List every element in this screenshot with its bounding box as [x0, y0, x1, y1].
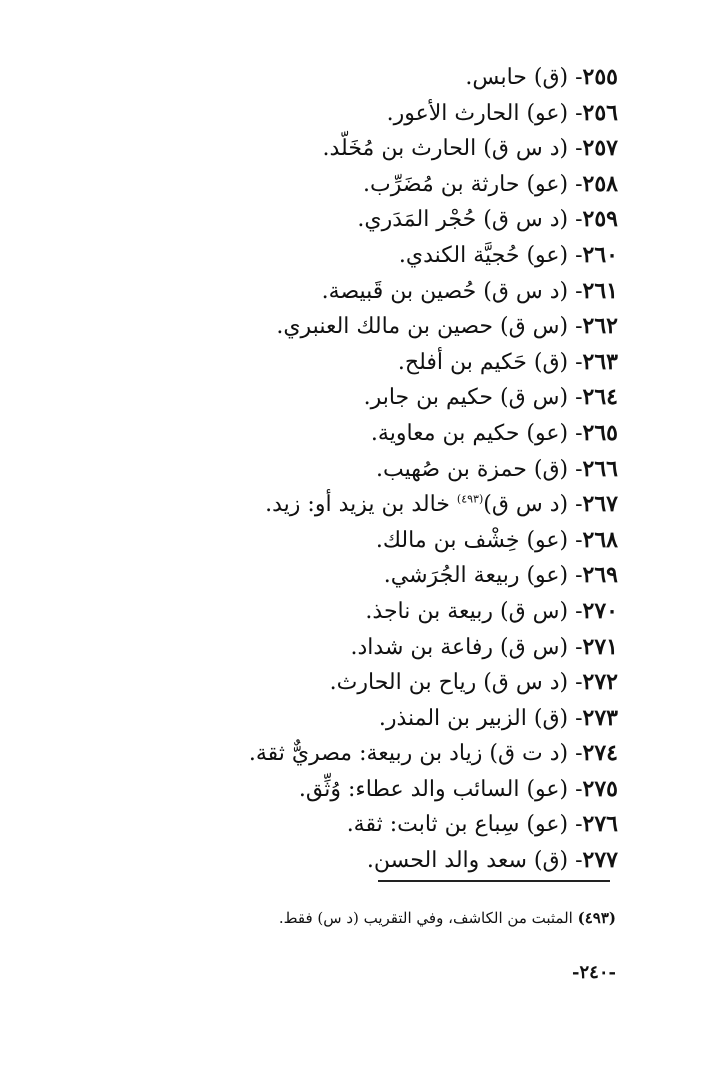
list-item: ٢٥٦- (عو) الحارث الأعور. — [386, 99, 618, 126]
entry-number: ٢٦٤ — [582, 384, 618, 411]
list-item: ٢٥٥- (ق) حابس. — [465, 64, 618, 90]
entry-number: ٢٧٧ — [582, 847, 618, 874]
entry-text: (ق) سعد والد الحسن. — [366, 848, 569, 874]
entry-number: ٢٥٨ — [582, 170, 618, 197]
narrator-list — [138, 60, 618, 879]
entry-number: ٢٦١ — [582, 277, 618, 304]
entry-number: ٢٧٤ — [582, 740, 618, 767]
entry-number: ٢٧٥ — [582, 775, 618, 802]
entry-text: (ق) حمزة بن صُهيب. — [375, 456, 569, 482]
entry-number: ٢٦٨ — [582, 526, 618, 553]
entry-text: (عو) الحارث الأعور. — [386, 100, 569, 126]
entry-number: ٢٦٦ — [582, 455, 618, 482]
list-item: ٢٦٩- (عو) ربيعة الجُرَشي. — [383, 562, 618, 589]
list-item: ٢٥٨- (عو) حارثة بن مُضَرِّب. — [363, 170, 618, 197]
entry-number: ٢٥٦ — [582, 99, 618, 126]
list-item: ٢٧٥- (عو) السائب والد عطاء: وُثِّق. — [298, 775, 618, 802]
list-item: ٢٧٢- (د س ق) رياح بن الحارث. — [329, 669, 618, 696]
entry-number: ٢٥٧ — [582, 135, 618, 162]
entry-number: ٢٧٣ — [582, 704, 618, 731]
footnote-text: المثبت من الكاشف، وفي التقريب (د س) فقط. — [278, 909, 573, 927]
entry-text: (عو) خِشْف بن مالك. — [375, 527, 569, 553]
list-item: ٢٦٦- (ق) حمزة بن صُهيب. — [375, 455, 618, 482]
list-item: ٢٥٧- (د س ق) الحارث بن مُخَلّد. — [322, 135, 618, 162]
entry-text: (س ق) رفاعة بن شداد. — [350, 634, 569, 660]
entry-text: (د ت ق) زياد بن ربيعة: مصريٌّ ثقة. — [248, 741, 569, 767]
entry-number: ٢٦٥ — [582, 419, 618, 446]
entry-text: (س ق) حكيم بن جابر. — [363, 385, 569, 411]
list-item: ٢٦٣- (ق) حَكيم بن أفلح. — [397, 348, 618, 375]
list-item: ٢٥٩- (د س ق) حُجْر المَدَري. — [357, 206, 618, 233]
entry-text: (عو) السائب والد عطاء: وُثِّق. — [298, 776, 569, 802]
entry-number: ٢٦٧ — [582, 491, 618, 518]
footnote — [136, 906, 616, 930]
entry-number: ٢٦٠ — [582, 241, 618, 268]
entry-number: ٢٦٩ — [582, 562, 618, 589]
entry-text: (عو) ربيعة الجُرَشي. — [383, 563, 569, 589]
entry-text: (عو) حكيم بن معاوية. — [370, 420, 569, 446]
list-item: ٢٦١- (د س ق) حُصين بن قَبيصة. — [321, 277, 618, 304]
footnote-reference[interactable]: (٤٩٣) — [456, 492, 484, 506]
entry-text: (ق) حَكيم بن أفلح. — [397, 349, 569, 375]
list-item: ٢٧١- (س ق) رفاعة بن شداد. — [350, 633, 618, 660]
footnote-number: (٤٩٣) — [577, 909, 616, 927]
list-item: ٢٧٦- (عو) سِباع بن ثابت: ثقة. — [346, 811, 618, 838]
entry-number: ٢٥٩ — [582, 206, 618, 233]
list-item: ٢٧٤- (د ت ق) زياد بن ربيعة: مصريٌّ ثقة. — [248, 740, 618, 767]
list-item: ٢٧٧- (ق) سعد والد الحسن. — [366, 847, 618, 874]
entry-number: ٢٦٢ — [582, 313, 618, 340]
entry-text: (عو) حُجيَّة الكندي. — [398, 242, 569, 268]
entry-text: (عو) حارثة بن مُضَرِّب. — [363, 171, 569, 197]
entry-text: (د س ق) — [483, 492, 569, 518]
entry-number: ٢٧٢ — [582, 669, 618, 696]
entry-text: (د س ق) حُصين بن قَبيصة. — [321, 278, 569, 304]
entry-number: ٢٧٦ — [582, 811, 618, 838]
footnote-divider — [378, 880, 610, 882]
list-item: ٢٧٠- (س ق) ربيعة بن ناجذ. — [365, 597, 618, 624]
entry-text: (عو) سِباع بن ثابت: ثقة. — [346, 812, 569, 838]
list-item: ٢٦٢- (س ق) حصين بن مالك العنبري. — [276, 313, 618, 340]
list-item: ٢٦٤- (س ق) حكيم بن جابر. — [363, 384, 618, 411]
list-item: ٢٦٠- (عو) حُجيَّة الكندي. — [398, 241, 618, 268]
entry-text: (د س ق) الحارث بن مُخَلّد. — [322, 136, 569, 162]
list-item: ٢٧٣- (ق) الزبير بن المنذر. — [378, 704, 618, 731]
list-item: ٢٦٨- (عو) خِشْف بن مالك. — [375, 526, 618, 553]
entry-text-continued: خالد بن يزيد أو: زيد. — [265, 492, 457, 518]
entry-number: ٢٦٣ — [582, 348, 618, 375]
entry-text: (ق) حابس. — [465, 65, 569, 90]
entry-text: (س ق) حصين بن مالك العنبري. — [276, 314, 569, 340]
entry-number: ٢٧١ — [582, 633, 618, 660]
entry-number: ٢٧٠ — [582, 597, 618, 624]
entry-text: (ق) الزبير بن المنذر. — [378, 705, 569, 731]
entry-text: (د س ق) رياح بن الحارث. — [329, 670, 569, 696]
entry-text: (د س ق) حُجْر المَدَري. — [357, 207, 569, 233]
entry-text: (س ق) ربيعة بن ناجذ. — [365, 598, 569, 624]
list-item: ٢٦٥- (عو) حكيم بن معاوية. — [370, 419, 618, 446]
list-item: ٢٦٧- (د س ق)$^{(٤٩٣)}$ خالد بن يزيد أو: زيد. — [265, 491, 618, 518]
entry-number: ٢٥٥ — [582, 64, 618, 90]
page-number: -٢٤٠- — [572, 962, 616, 983]
